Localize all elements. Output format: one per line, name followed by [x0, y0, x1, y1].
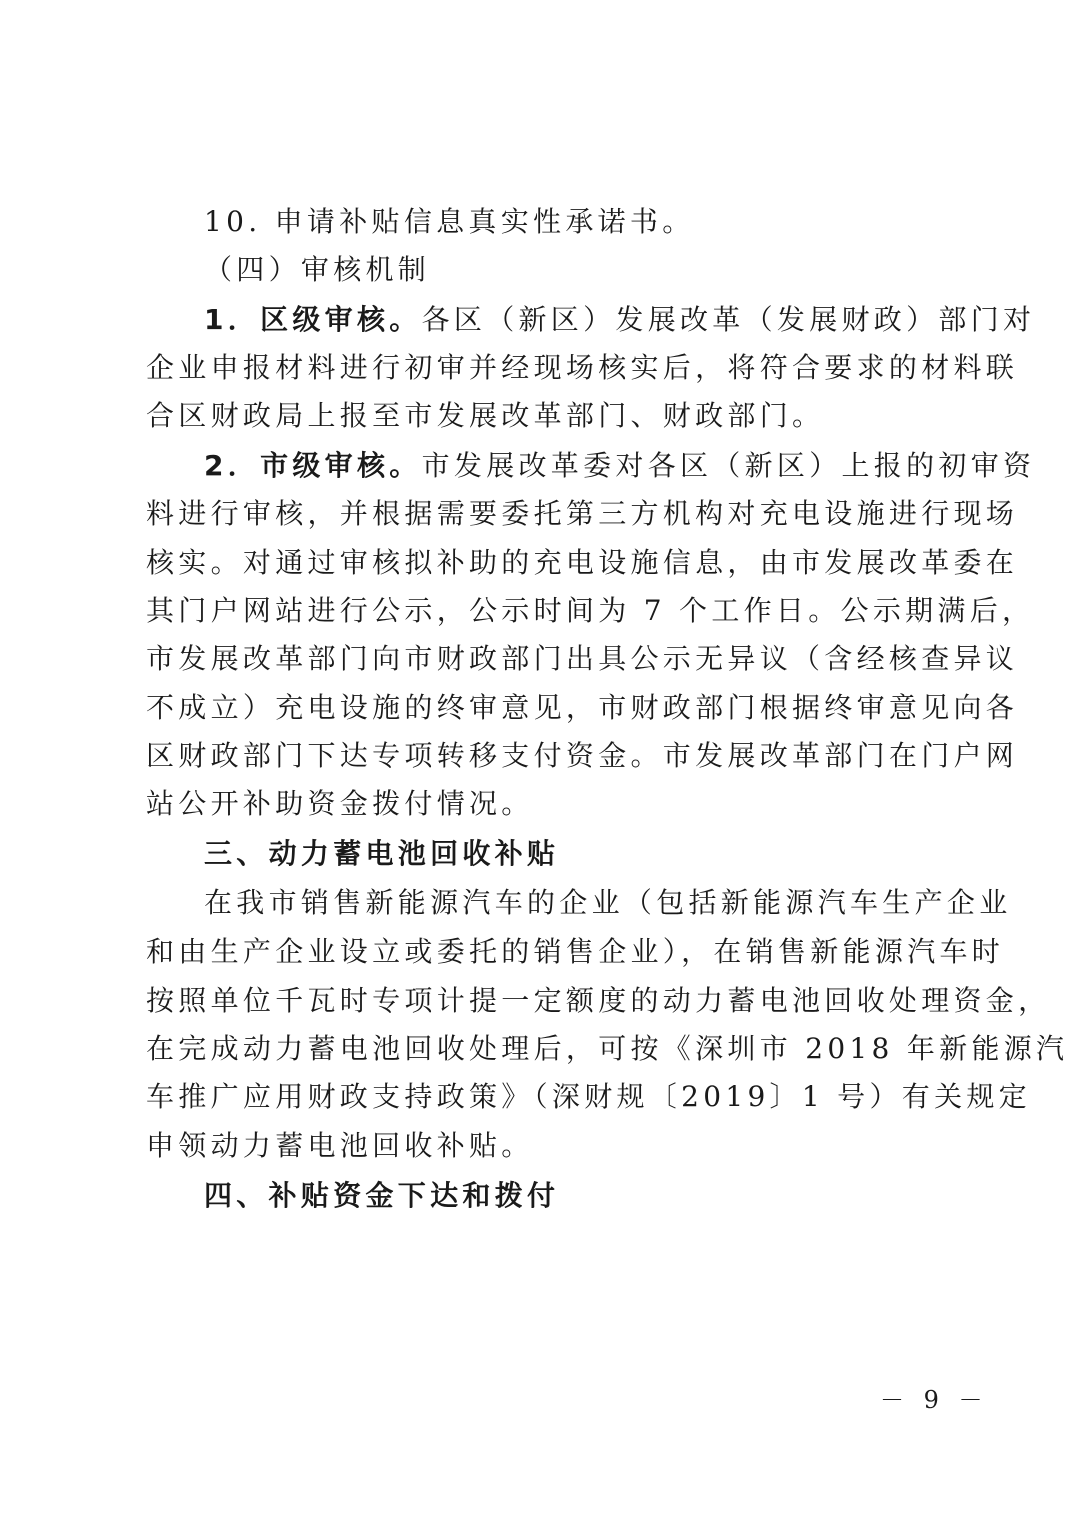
district-audit-lead: 1．区级审核。	[204, 303, 422, 336]
paragraph-battery-line-2: 和由生产企业设立或委托的销售企业），在销售新能源汽车时	[146, 935, 1005, 968]
paragraph-battery-line-5: 车推广应用财政支持政策》（深财规〔2019〕1 号）有关规定	[146, 1080, 1031, 1113]
paragraph-city-audit-line-5: 市发展改革部门向市财政部门出具公示无异议（含经核查异议	[146, 642, 1019, 675]
paragraph-city-audit-line-6: 不成立）充电设施的终审意见，市财政部门根据终审意见向各	[146, 691, 1019, 724]
paragraph-battery-line-1: 在我市销售新能源汽车的企业（包括新能源汽车生产企业	[204, 886, 1012, 919]
page-number: － 9 －	[880, 1386, 989, 1414]
paragraph-district-audit-line-3: 合区财政局上报至市发展改革部门、财政部门。	[146, 399, 825, 432]
district-audit-text: 各区（新区）发展改革（发展财政）部门对	[421, 303, 1036, 336]
list-item-10: 10. 申请补贴信息真实性承诺书。	[204, 205, 695, 238]
section-heading-audit-mechanism: （四）审核机制	[204, 253, 431, 286]
paragraph-city-audit-line-8: 站公开补助资金拨付情况。	[146, 787, 534, 820]
section-heading-subsidy-disbursement: 四、补贴资金下达和拨付	[204, 1179, 560, 1212]
section-heading-battery-recycling: 三、动力蓄电池回收补贴	[204, 837, 560, 870]
paragraph-city-audit-line-1	[204, 448, 1036, 484]
city-audit-text: 市发展改革委对各区（新区）上报的初审资	[421, 449, 1036, 482]
paragraph-city-audit-line-4: 其门户网站进行公示，公示时间为 7 个工作日。公示期满后，	[146, 594, 1035, 627]
paragraph-battery-line-3: 按照单位千瓦时专项计提一定额度的动力蓄电池回收处理资金，	[146, 984, 1051, 1017]
paragraph-city-audit-line-7: 区财政部门下达专项转移支付资金。市发展改革部门在门户网	[146, 739, 1019, 772]
paragraph-battery-line-6: 申领动力蓄电池回收补贴。	[146, 1129, 534, 1162]
city-audit-lead: 2．市级审核。	[204, 449, 422, 482]
paragraph-city-audit-line-2: 料进行审核，并根据需要委托第三方机构对充电设施进行现场	[146, 497, 1019, 530]
paragraph-district-audit-line-2: 企业申报材料进行初审并经现场核实后，将符合要求的材料联	[146, 351, 1019, 384]
paragraph-battery-line-4: 在完成动力蓄电池回收处理后，可按《深圳市 2018 年新能源汽	[146, 1032, 1069, 1065]
paragraph-district-audit-line-1	[204, 302, 1036, 338]
paragraph-city-audit-line-3: 核实。对通过审核拟补助的充电设施信息，由市发展改革委在	[146, 546, 1019, 579]
